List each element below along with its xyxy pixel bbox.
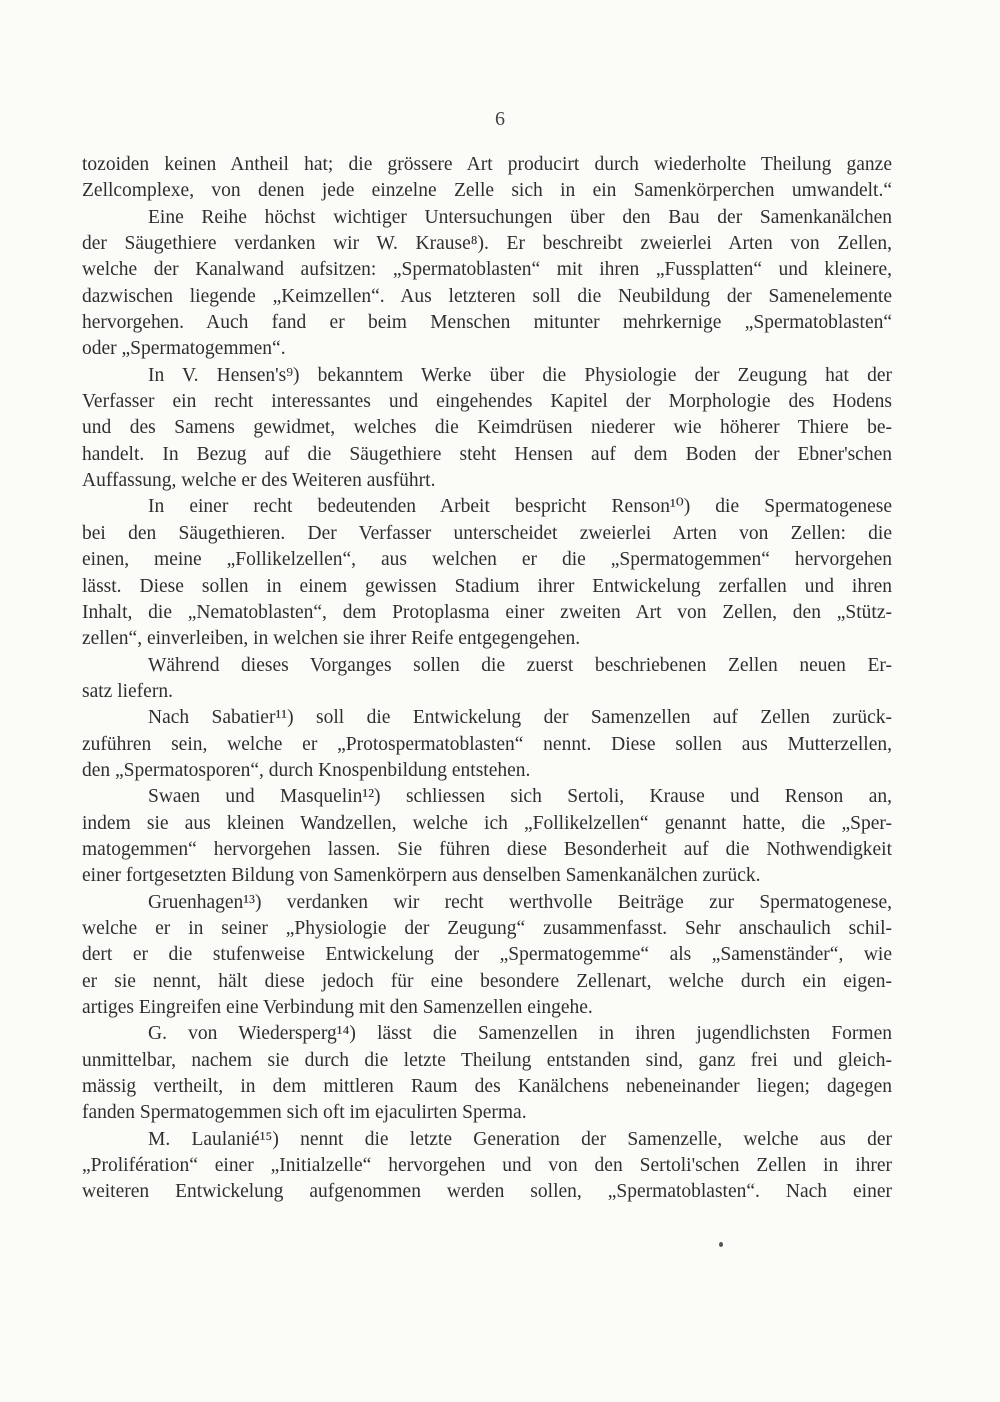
text-line: dert er die stufenweise Entwickelung der „Spermatogemme“ als „Samenständer“, wie	[82, 944, 892, 966]
text-line: einer fortgesetzten Bildung von Samenkörpern aus denselben Samenkanälchen zurück.	[82, 865, 761, 887]
text-line: In V. Hensen's⁹) bekanntem Werke über die Physiologie der Zeugung hat der	[148, 364, 892, 386]
text-line: Nach Sabatier¹¹) soll die Entwickelung der Samenzellen auf Zellen zurück-	[148, 707, 892, 729]
text-line: welche der Kanalwand aufsitzen: „Spermatoblasten“ mit ihren „Fussplatten“ und kleinere,	[82, 259, 892, 281]
text-line: matogemmen“ hervorgehen lassen. Sie führen diese Besonderheit auf die Nothwendigkeit	[82, 838, 892, 860]
text-line: lässt. Diese sollen in einem gewissen Stadium ihrer Entwickelung zerfallen und ihren	[82, 575, 892, 597]
ink-speck-icon	[719, 1242, 723, 1247]
page-number: 6	[495, 108, 505, 130]
text-line: der Säugethiere verdanken wir W. Krause⁸). Er beschreibt zweierlei Arten von Zellen,	[82, 233, 892, 255]
text-line: Während dieses Vorganges sollen die zuerst beschriebenen Zellen neuen Er-	[148, 654, 892, 676]
text-line: Verfasser ein recht interessantes und eingehendes Kapitel der Morphologie des Hodens	[82, 391, 892, 413]
text-line: mässig vertheilt, in dem mittleren Raum des Kanälchens nebeneinander liegen; dagegen	[82, 1076, 892, 1098]
text-line: „Prolifération“ einer „Initialzelle“ hervorgehen und von den Sertoli'schen Zellen in ihrer	[82, 1155, 892, 1177]
text-line: und des Samens gewidmet, welches die Keimdrüsen niederer wie höherer Thiere be-	[82, 417, 892, 439]
text-line: indem sie aus kleinen Wandzellen, welche ich „Follikelzellen“ genannt hatte, die „Sper-	[82, 812, 892, 834]
text-line: Gruenhagen¹³) verdanken wir recht werthvolle Beiträge zur Spermatogenese,	[148, 891, 892, 913]
text-line: den „Spermatosporen“, durch Knospenbildung entstehen.	[82, 759, 531, 781]
text-line: unmittelbar, nachem sie durch die letzte Theilung entstanden sind, ganz frei und gleich-	[82, 1049, 892, 1071]
text-line: oder „Spermatogemmen“.	[82, 338, 286, 360]
text-line: hervorgehen. Auch fand er beim Menschen mitunter mehrkernige „Spermatoblasten“	[82, 312, 892, 334]
text-line: Inhalt, die „Nematoblasten“, dem Protoplasma einer zweiten Art von Zellen, den „Stütz-	[82, 601, 892, 623]
text-line: satz liefern.	[82, 680, 173, 702]
text-line: dazwischen liegende „Keimzellen“. Aus letzteren soll die Neubildung der Samenelemente	[82, 285, 892, 307]
text-line: tozoiden keinen Antheil hat; die grössere Art producirt durch wiederholte Theilung ganze	[82, 154, 892, 175]
text-line: er sie nennt, hält diese jedoch für eine besondere Zellenart, welche durch ein eigen-	[82, 970, 892, 992]
text-line: handelt. In Bezug auf die Säugethiere steht Hensen auf dem Boden der Ebner'schen	[82, 443, 892, 465]
text-line: artiges Eingreifen eine Verbindung mit den Samenzellen eingehe.	[82, 997, 593, 1018]
text-line: zuführen sein, welche er „Protospermatoblasten“ nennt. Diese sollen aus Mutterzellen,	[82, 733, 892, 755]
body-text	[82, 152, 892, 1206]
text-line: G. von Wiedersperg¹⁴) lässt die Samenzellen in ihren jugendlichsten Formen	[148, 1023, 892, 1045]
text-line: fanden Spermatogemmen sich oft im ejaculirten Sperma.	[82, 1102, 527, 1124]
text-line: zellen“, einverleiben, in welchen sie ihrer Reife entgegengehen.	[82, 628, 581, 650]
text-line: bei den Säugethieren. Der Verfasser unterscheidet zweierlei Arten von Zellen: die	[82, 522, 892, 544]
text-line: In einer recht bedeutenden Arbeit bespricht Renson¹⁰) die Spermatogenese	[148, 496, 892, 518]
text-line: M. Laulanié¹⁵) nennt die letzte Generation der Samenzelle, welche aus der	[148, 1128, 892, 1150]
text-line: einen, meine „Follikelzellen“, aus welchen er die „Spermatogemmen“ hervorgehen	[82, 549, 892, 571]
text-line: welche er in seiner „Physiologie der Zeugung“ zusammenfasst. Sehr anschaulich schil-	[82, 917, 892, 939]
text-line: Zellcomplexe, von denen jede einzelne Zelle sich in ein Samenkörperchen umwandelt.“	[82, 180, 892, 202]
text-line: Eine Reihe höchst wichtiger Untersuchungen über den Bau der Samenkanälchen	[148, 206, 892, 228]
text-line: weiteren Entwickelung aufgenommen werden sollen, „Spermatoblasten“. Nach einer	[82, 1181, 892, 1203]
text-line: Auffassung, welche er des Weiteren ausführt.	[82, 470, 436, 492]
text-line: Swaen und Masquelin¹²) schliessen sich Sertoli, Krause und Renson an,	[148, 786, 892, 808]
